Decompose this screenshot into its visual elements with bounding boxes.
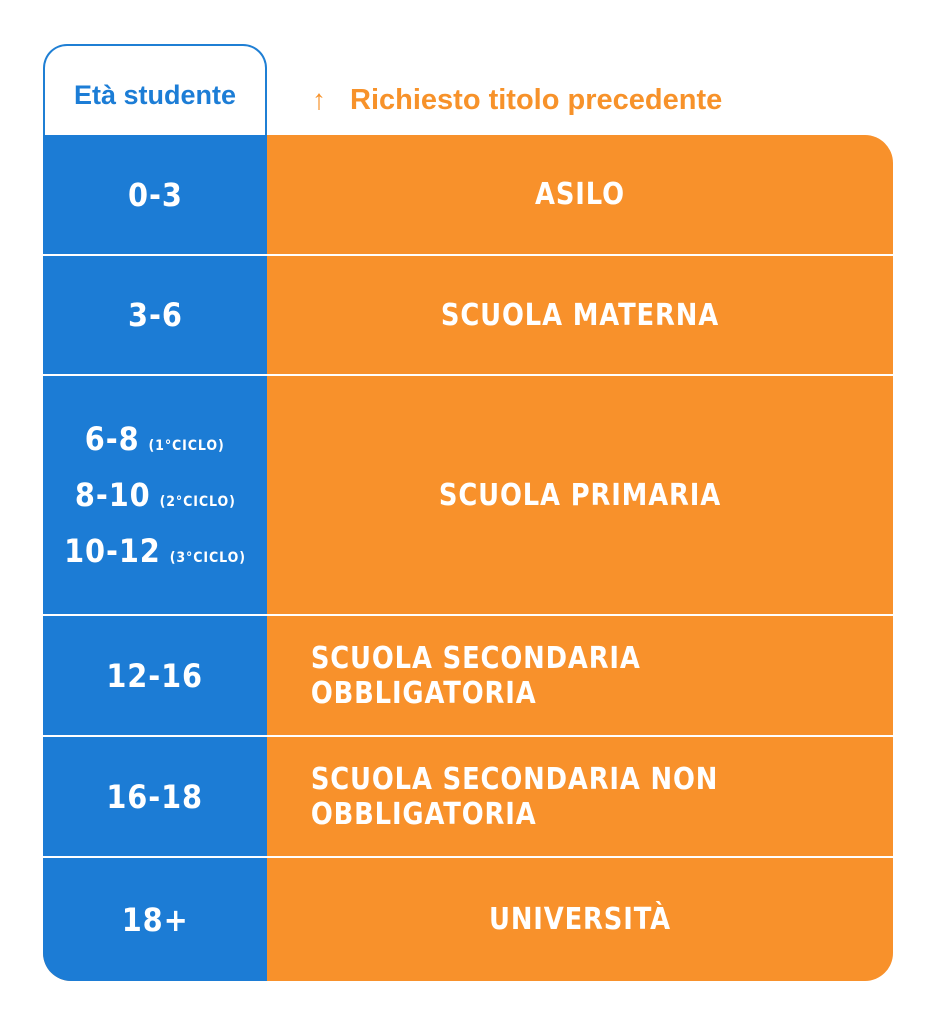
level-cell: SCUOLA MATERNA — [440, 297, 720, 333]
level-cell: SCUOLA SECONDARIA OBBLIGATORIA — [310, 640, 641, 711]
age-cell — [43, 376, 267, 614]
age-value: 3-6 — [127, 296, 183, 334]
age-value: 6-8 — [85, 420, 140, 458]
cycle-label: (3°CICLO) — [169, 550, 246, 566]
age-value: 8-10 — [74, 476, 151, 514]
age-cell — [43, 135, 267, 254]
legend-text: Richiesto titolo precedente — [350, 83, 723, 116]
level-cell: SCUOLA PRIMARIA — [438, 477, 722, 513]
age-value: 18+ — [121, 900, 189, 939]
sub-age-1 — [85, 420, 225, 458]
cycle-label: (2°CICLO) — [159, 494, 236, 510]
age-cell — [43, 256, 267, 374]
sub-age-3 — [64, 532, 246, 570]
school-levels-table — [43, 135, 893, 981]
age-cell — [43, 616, 267, 735]
table-row-asilo — [43, 135, 893, 254]
age-value: 16-18 — [106, 777, 204, 816]
age-value: 12-16 — [106, 656, 204, 695]
table-row-universita — [43, 858, 893, 981]
up-arrow-icon: ↑ — [312, 84, 326, 115]
age-cell — [43, 858, 267, 981]
level-cell: UNIVERSITÀ — [489, 902, 671, 937]
age-value: 10-12 — [64, 532, 161, 570]
age-cell — [43, 737, 267, 856]
age-column-header — [43, 44, 267, 140]
age-column-title: Età studente — [73, 80, 237, 110]
cycle-label: (1°CICLO) — [148, 438, 225, 454]
table-row-secondaria-obbligatoria — [43, 616, 893, 735]
level-cell: SCUOLA SECONDARIA NON OBBLIGATORIA — [310, 761, 719, 832]
sub-age-2 — [75, 476, 236, 514]
age-value: 0-3 — [127, 175, 183, 214]
level-cell: ASILO — [535, 177, 625, 212]
legend — [312, 80, 722, 120]
table-row-primaria — [43, 376, 893, 614]
table-row-materna — [43, 256, 893, 374]
table-row-secondaria-non-obbligatoria — [43, 737, 893, 856]
